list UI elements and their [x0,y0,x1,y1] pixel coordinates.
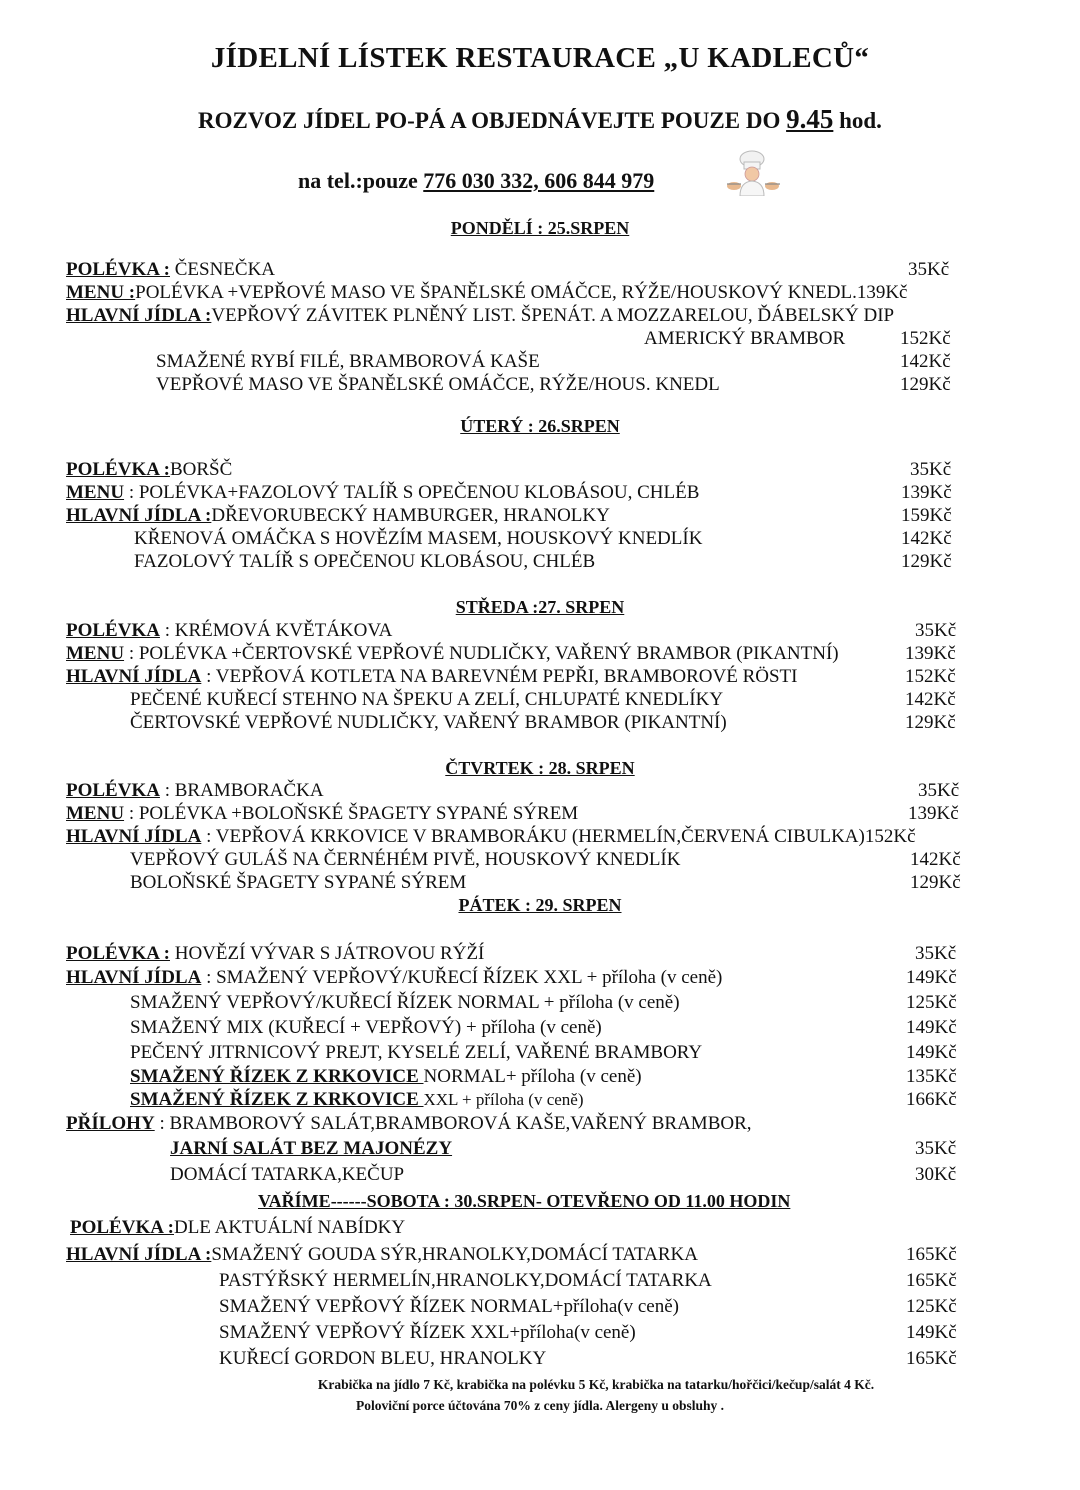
main-row [66,1244,698,1266]
soup-label: POLÉVKA : [66,459,170,480]
dish-name: SMAŽENÝ GOUDA SÝR,HRANOLKY,DOMÁCÍ TATARKA [211,1244,698,1265]
menu-name: : POLÉVKA +ČERTOVSKÉ VEPŘOVÉ NUDLIČKY, VAŘENÝ BRAMBOR (PIKANTNÍ) [124,643,839,664]
main-label: HLAVNÍ JÍDLA [66,967,202,988]
day-heading-saturday [258,1191,790,1212]
dish-name: SMAŽENÝ VEPŘOVÝ ŘÍZEK NORMAL+příloha(v ceně) [219,1296,679,1317]
day-heading-monday: PONDĚLÍ : 25.SRPEN [450,218,630,238]
dish-name: SMAŽENÝ VEPŘOVÝ/KUŘECÍ ŘÍZEK NORMAL + příloha (v ceně) [130,992,680,1013]
soup-name: : KRÉMOVÁ KVĚTÁKOVA [159,620,393,641]
soup-row [66,259,275,281]
soup-name: : BRAMBORAČKA [159,780,324,801]
menu-label: MENU : [66,282,136,303]
dish-row [130,1066,642,1088]
dish-highlight: SMAŽENÝ ŘÍZEK Z KRKOVICE [130,1089,424,1110]
price: 35Kč [915,943,957,964]
price: 35Kč [915,1138,957,1159]
price: 35Kč [910,459,952,480]
price: 152Kč [905,666,956,687]
dish-name: : VEPŘOVÁ KRKOVICE V BRAMBORÁKU (HERMELÍN,ČERVENÁ CIBULKA) [201,826,865,847]
dish-name: PEČENÉ KUŘECÍ STEHNO NA ŠPEKU A ZELÍ, CHLUPATÉ KNEDLÍKY [130,689,724,710]
main-label: HLAVNÍ JÍDLA : [66,505,212,526]
sides-label: PŘÍLOHY [66,1113,155,1134]
main-row [66,666,797,688]
price: 165Kč [906,1270,957,1291]
delivery-time: 9.45 [786,104,834,134]
dish-name: : SMAŽENÝ VEPŘOVÝ/KUŘECÍ ŘÍZEK XXL + příloha (v ceně) [201,967,723,988]
main-row [66,826,916,848]
day-heading-friday: PÁTEK : 29. SRPEN [458,895,622,915]
soup-name: BORŠČ [169,459,233,480]
price: 139Kč [856,282,908,303]
price: 166Kč [906,1089,957,1110]
price: 129Kč [905,712,956,733]
price: 129Kč [900,374,951,395]
dish-highlight: SMAŽENÝ ŘÍZEK Z KRKOVICE [130,1066,424,1087]
main-row [66,967,722,989]
main-label: HLAVNÍ JÍDLA : [66,305,212,326]
dish-name: VEPŘOVÉ MASO VE ŠPANĚLSKÉ OMÁČCE, RÝŽE/HOUS. KNEDL [156,374,720,395]
price: 142Kč [900,351,951,372]
soup-row [66,620,392,642]
price: 135Kč [906,1066,957,1087]
price: 30Kč [915,1164,957,1185]
dish-name: ČERTOVSKÉ VEPŘOVÉ NUDLIČKY, VAŘENÝ BRAMBOR (PIKANTNÍ) [130,712,727,733]
menu-label: MENU [66,482,125,503]
main-row [66,305,894,327]
price: 149Kč [906,967,957,988]
price: 159Kč [901,505,952,526]
dish-row [130,1089,584,1111]
dish-name: NORMAL+ příloha (v ceně) [423,1066,642,1087]
day-heading-tuesday: ÚTERÝ : 26.SRPEN [460,416,620,436]
soup-row [70,1217,405,1239]
soup-label: POLÉVKA [66,780,160,801]
page-title: JÍDELNÍ LÍSTEK RESTAURACE „U KADLECŮ“ [210,42,870,74]
price: 139Kč [901,482,952,503]
price: 35Kč [915,620,957,641]
delivery-suffix: hod. [833,108,882,133]
dish-name: VEPŘOVÝ ZÁVITEK PLNĚNÝ LIST. ŠPENÁT. A MOZZARELOU, ĎÁBELSKÝ DIP [211,305,895,326]
sides-row [66,1113,752,1135]
soup-name: DLE AKTUÁLNÍ NABÍDKY [173,1217,406,1238]
price: 142Kč [905,689,956,710]
price: 129Kč [910,872,961,893]
chef-icon [722,150,784,196]
delivery-prefix: ROZVOZ JÍDEL PO-PÁ A OBJEDNÁVEJTE POUZE DO [198,108,787,133]
menu-name: : POLÉVKA +BOLOŇSKÉ ŠPAGETY SYPANÉ SÝREM [124,803,579,824]
price: 35Kč [908,259,950,280]
soup-name: ČESNEČKA [169,259,276,280]
soup-label: POLÉVKA : [70,1217,174,1238]
dish-name: : VEPŘOVÁ KOTLETA NA BAREVNÉM PEPŘI, BRAMBOROVÉ RÖSTI [201,666,798,687]
price: 149Kč [906,1042,957,1063]
menu-row [66,643,839,665]
menu-row [66,482,699,504]
main-label: HLAVNÍ JÍDLA : [66,1244,212,1265]
main-row [66,505,610,527]
dish-name: BOLOŇSKÉ ŠPAGETY SYPANÉ SÝREM [130,872,467,893]
saturday-heading-text: ------SOBOTA : 30.SRPEN- OTEVŘENO OD 11.00 HODIN [330,1191,791,1211]
price: 149Kč [906,1017,957,1038]
menu-label: MENU [66,643,125,664]
price: 125Kč [906,1296,957,1317]
main-label: HLAVNÍ JÍDLA [66,666,202,687]
dish-name: SMAŽENÝ MIX (KUŘECÍ + VEPŘOVÝ) + příloha (v ceně) [130,1017,602,1038]
tel-prefix: na tel.:pouze [298,168,424,193]
dish-name: SMAŽENÉ RYBÍ FILÉ, BRAMBOROVÁ KAŠE [156,351,540,372]
dish-name: SMAŽENÝ VEPŘOVÝ ŘÍZEK XXL+příloha(v ceně) [219,1322,636,1343]
price: 165Kč [906,1348,957,1369]
footer-note-boxes: Krabička na jídlo 7 Kč, krabička na polévku 5 Kč, krabička na tatarku/hořčici/kečup/salát 4 Kč. [317,1377,875,1392]
dish-name: KUŘECÍ GORDON BLEU, HRANOLKY [219,1348,547,1369]
side-salad: JARNÍ SALÁT BEZ MAJONÉZY [170,1138,453,1159]
soup-row [66,943,484,965]
menu-name: : POLÉVKA+FAZOLOVÝ TALÍŘ S OPEČENOU KLOBÁSOU, CHLÉB [124,482,700,503]
dish-name: XXL + příloha (v ceně) [423,1090,584,1109]
price: 152Kč [864,826,916,847]
soup-label: POLÉVKA [66,620,160,641]
price: 152Kč [900,328,951,349]
side-sauce: DOMÁCÍ TATARKA,KEČUP [170,1164,405,1185]
price: 149Kč [906,1322,957,1343]
menu-row [66,803,578,825]
delivery-info [0,104,1080,135]
day-heading-wednesday: STŘEDA :27. SRPEN [455,597,625,617]
price: 139Kč [905,643,956,664]
dish-name: DŘEVORUBECKÝ HAMBURGER, HRANOLKY [211,505,610,526]
soup-label: POLÉVKA : [66,943,170,964]
main-label: HLAVNÍ JÍDLA [66,826,202,847]
soup-row [66,780,324,802]
menu-row [66,282,907,304]
soup-row [66,459,232,481]
price: 129Kč [901,551,952,572]
soup-name: HOVĚZÍ VÝVAR S JÁTROVOU RÝŽÍ [169,943,485,964]
dish-name: PASTÝŘSKÝ HERMELÍN,HRANOLKY,DOMÁCÍ TATARKA [219,1270,712,1291]
phone-info [298,168,654,194]
dish-name: PEČENÝ JITRNICOVÝ PREJT, KYSELÉ ZELÍ, VAŘENÉ BRAMBORY [130,1042,703,1063]
price: 165Kč [906,1244,957,1265]
price: 35Kč [918,780,960,801]
dish-continuation: AMERICKÝ BRAMBOR [644,328,846,349]
dish-name: VEPŘOVÝ GULÁŠ NA ČERNÉHÉM PIVĚ, HOUSKOVÝ KNEDLÍK [130,849,681,870]
soup-label: POLÉVKA : [66,259,170,280]
tel-numbers: 776 030 332, 606 844 979 [423,168,655,193]
dish-name: KŘENOVÁ OMÁČKA S HOVĚZÍM MASEM, HOUSKOVÝ KNEDLÍK [134,528,703,549]
menu-label: MENU [66,803,125,824]
day-heading-thursday: ČTVRTEK : 28. SRPEN [445,758,635,778]
saturday-highlight: VAŘÍME [258,1191,331,1211]
price: 142Kč [901,528,952,549]
menu-name: POLÉVKA +VEPŘOVÉ MASO VE ŠPANĚLSKÉ OMÁČCE, RÝŽE/HOUSKOVÝ KNEDL. [135,282,857,303]
dish-name: FAZOLOVÝ TALÍŘ S OPEČENOU KLOBÁSOU, CHLÉB [134,551,596,572]
sides-list: : BRAMBOROVÝ SALÁT,BRAMBOROVÁ KAŠE,VAŘENÝ BRAMBOR, [154,1113,752,1134]
price: 125Kč [906,992,957,1013]
price: 139Kč [908,803,959,824]
footer-note-portions: Poloviční porce účtována 70% z ceny jídla. Alergeny u obsluhy . [355,1398,724,1413]
price: 142Kč [910,849,961,870]
